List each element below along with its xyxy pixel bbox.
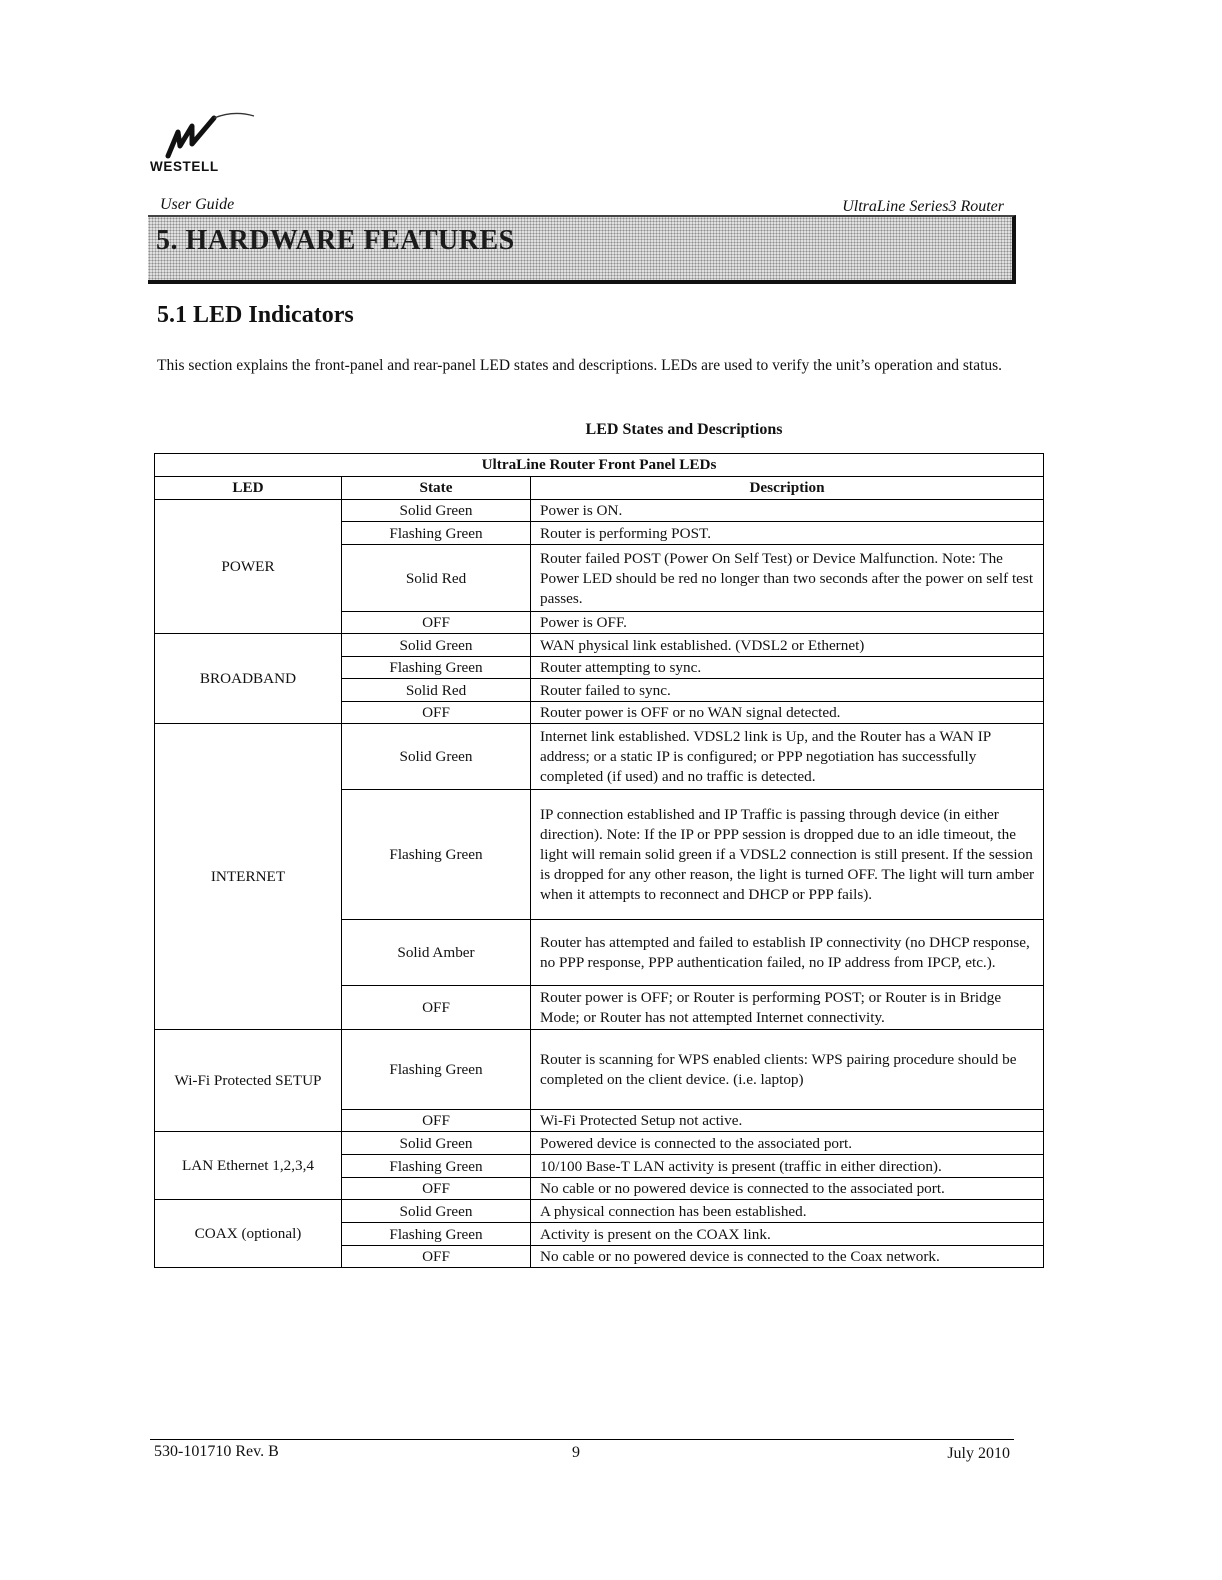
state-cell: OFF [342, 702, 531, 724]
state-cell: Solid Red [342, 679, 531, 702]
description-cell: 10/100 Base-T LAN activity is present (traffic in either direction). [531, 1155, 1044, 1178]
section-title: 5.1 LED Indicators [157, 302, 354, 328]
description-cell: No cable or no powered device is connected to the Coax network. [531, 1246, 1044, 1268]
led-name-coax: COAX (optional) [155, 1200, 342, 1268]
column-header-state: State [342, 477, 531, 500]
header-product-name: UltraLine Series3 Router [842, 198, 1004, 215]
state-cell: Flashing Green [342, 1155, 531, 1178]
table-title: UltraLine Router Front Panel LEDs [155, 454, 1044, 477]
description-cell: Router power is OFF; or Router is performing POST; or Router is in Bridge Mode; or Router has not attempted Internet connectivity. [531, 986, 1044, 1030]
state-cell: OFF [342, 612, 531, 634]
led-name-lan-ethernet: LAN Ethernet 1,2,3,4 [155, 1132, 342, 1200]
state-cell: Flashing Green [342, 790, 531, 920]
state-cell: Flashing Green [342, 522, 531, 545]
column-header-description: Description [531, 477, 1044, 500]
state-cell: Solid Green [342, 634, 531, 657]
footer-date: July 2010 [947, 1445, 1010, 1462]
description-cell: Router is performing POST. [531, 522, 1044, 545]
footer-rule [150, 1439, 1014, 1440]
state-cell: Flashing Green [342, 657, 531, 679]
table-caption: LED States and Descriptions [585, 421, 783, 438]
footer-doc-number: 530-101710 Rev. B [154, 1443, 279, 1460]
intro-paragraph: This section explains the front-panel and rear-panel LED states and descriptions. LEDs are used to verify the unit’s operation and status. [157, 357, 1003, 374]
description-cell: Power is OFF. [531, 612, 1044, 634]
westell-w-icon [162, 112, 258, 160]
header-doc-type: User Guide [160, 196, 235, 213]
description-cell: Router failed to sync. [531, 679, 1044, 702]
description-cell: Wi-Fi Protected Setup not active. [531, 1110, 1044, 1132]
description-cell: Router attempting to sync. [531, 657, 1044, 679]
description-cell: Powered device is connected to the associated port. [531, 1132, 1044, 1155]
chapter-banner [148, 215, 1016, 284]
description-cell: Internet link established. VDSL2 link is Up, and the Router has a WAN IP address; or a static IP is configured; or PPP negotiation has successfully completed (if used) and no traffic is detected. [531, 724, 1044, 790]
state-cell: Solid Green [342, 1132, 531, 1155]
state-cell: Solid Green [342, 500, 531, 522]
description-cell: WAN physical link established. (VDSL2 or Ethernet) [531, 634, 1044, 657]
state-cell: OFF [342, 1246, 531, 1268]
description-cell: Router has attempted and failed to establish IP connectivity (no DHCP response, no PPP response, PPP authentication failed, no IP address from IPCP, etc.). [531, 920, 1044, 986]
description-cell: No cable or no powered device is connected to the associated port. [531, 1178, 1044, 1200]
state-cell: OFF [342, 1110, 531, 1132]
led-states-table [154, 453, 1044, 1268]
led-name-power: POWER [155, 500, 342, 634]
led-name-broadband: BROADBAND [155, 634, 342, 724]
state-cell: Solid Amber [342, 920, 531, 986]
description-cell: Router power is OFF or no WAN signal detected. [531, 702, 1044, 724]
state-cell: Solid Red [342, 545, 531, 612]
description-cell: A physical connection has been established. [531, 1200, 1044, 1223]
westell-logo [150, 112, 260, 176]
description-cell: Router failed POST (Power On Self Test) or Device Malfunction. Note: The Power LED should be red no longer than two seconds after the power on self test passes. [531, 545, 1044, 612]
description-cell: Power is ON. [531, 500, 1044, 522]
led-name-wifi-protected-setup: Wi-Fi Protected SETUP [155, 1030, 342, 1132]
chapter-title: 5. HARDWARE FEATURES [156, 225, 515, 256]
state-cell: Solid Green [342, 724, 531, 790]
description-cell: Activity is present on the COAX link. [531, 1223, 1044, 1246]
logo-text: WESTELL [150, 159, 219, 174]
footer-page-number: 9 [572, 1444, 580, 1461]
description-cell: Router is scanning for WPS enabled clients: WPS pairing procedure should be completed on the client device. (i.e. laptop) [531, 1030, 1044, 1110]
column-header-led: LED [155, 477, 342, 500]
state-cell: OFF [342, 986, 531, 1030]
state-cell: Flashing Green [342, 1030, 531, 1110]
state-cell: Flashing Green [342, 1223, 531, 1246]
led-name-internet: INTERNET [155, 724, 342, 1030]
state-cell: Solid Green [342, 1200, 531, 1223]
state-cell: OFF [342, 1178, 531, 1200]
description-cell: IP connection established and IP Traffic is passing through device (in either direction). Note: If the IP or PPP session is dropped due to an idle timeout, the light will remain solid green if a VDSL2 connection is still present. If the session is dropped for any other reason, the light is turned OFF. The light will turn amber when it attempts to reconnect and DHCP or PPP fails). [531, 790, 1044, 920]
